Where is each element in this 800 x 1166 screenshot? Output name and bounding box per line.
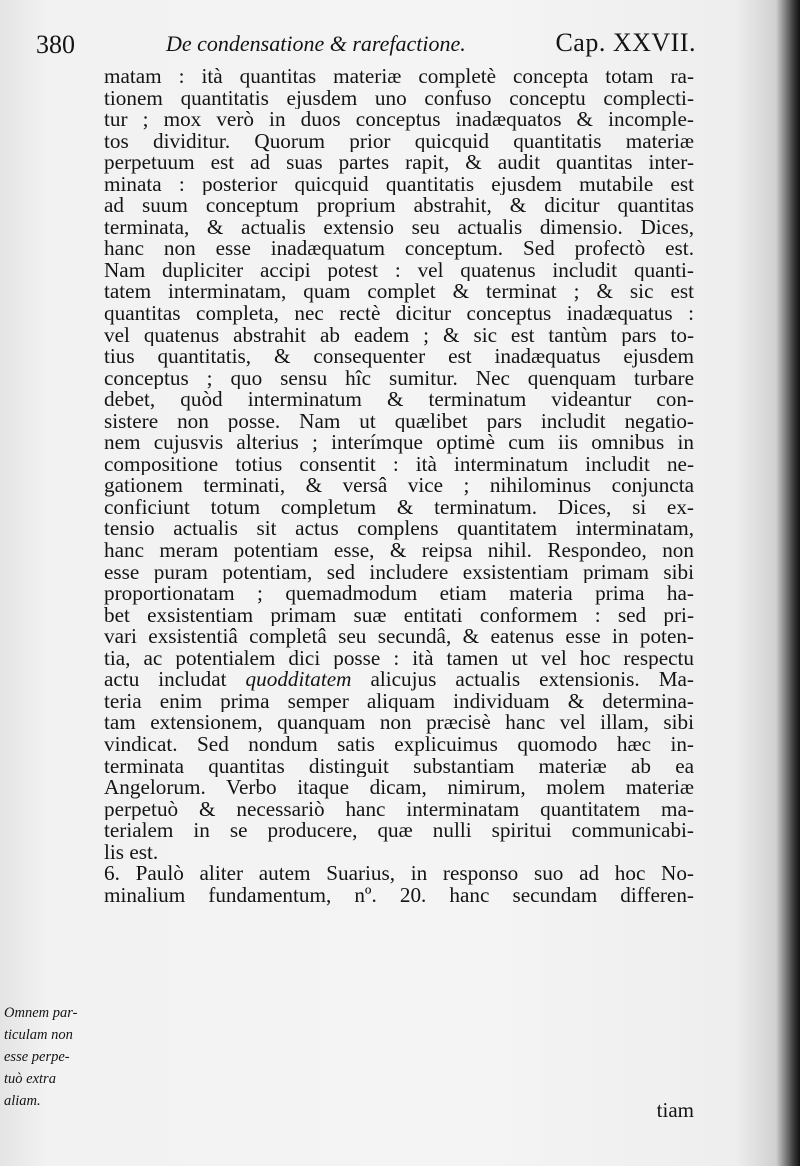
text-line: tionem quantitatis ejusdem uno confuso conceptu complecti- [104,87,694,110]
text-line: minalium fundamentum, nº. 20. hanc secundam differen- [104,884,694,907]
text-line: esse puram potentiam, sed includere exsistentiam primam sibi [104,561,694,584]
catchword: tiam [656,1098,694,1122]
text-line: matam : ità quantitas materiæ completè concepta totam ra- [104,66,694,88]
text-line: lis est. [104,841,159,864]
text-line: hanc meram potentiam esse, & reipsa nihil. Respondeo, non [104,540,694,562]
body-text [104,66,694,906]
margin-note-line: esse perpe- [4,1049,70,1065]
text-line: conficiunt totum completum & terminatum. Dices, si ex- [104,496,694,519]
text-line: Nam dupliciter accipi potest : vel quatenus includit quanti- [104,259,694,282]
page-number: 380 [36,30,75,59]
running-title: De condensatione & rarefactione. [166,31,466,56]
text-line: teria enim prima semper aliquam individuam & determina- [104,690,694,713]
text-line: nem cujusvis alterius ; interímque optimè cum iis omnibus in [104,432,694,454]
chapter-label: Cap. XXVII. [555,28,696,57]
margin-note [4,1002,96,1112]
text-line: sistere non posse. Nam ut quælibet pars includit negatio- [104,410,694,433]
text-line: compositione totius consentit : ità interminatum includit ne- [104,453,694,476]
margin-note-line: aliam. [4,1093,41,1109]
text-line: terialem in se producere, quæ nulli spiritui communicabi- [104,820,694,842]
text-line: tius quantitatis, & consequenter est inadæquatus ejusdem [104,346,694,368]
text-line: vari exsistentiâ completâ seu secundâ, & eatenus esse in poten- [104,626,694,648]
page-header [36,28,696,64]
text-line: tam extensionem, quanquam non præcisè hanc vel illam, sibi [104,712,694,734]
text-line: Angelorum. Verbo itaque dicam, nimirum, molem materiæ [104,777,694,799]
text-line: quantitas completa, nec rectè dicitur conceptus inadæquatus : [104,303,694,325]
text-line: tia, ac potentialem dici posse : ità tamen ut vel hoc respectu [104,647,694,670]
text-line: minata : posterior quicquid quantitatis ejusdem mutabile est [104,173,694,196]
text-line: bet exsistentiam primam suæ entitati conformem : sed pri- [104,604,694,627]
margin-note-line: tuò extra [4,1071,56,1087]
text-line: perpetuum est ad suas partes rapit, & audit quantitas inter- [104,152,694,174]
text-line: hanc non esse inadæquatum conceptum. Sed profectò est. [104,238,694,260]
text-line: vel quatenus abstrahit ab eadem ; & sic est tantùm pars to- [104,324,694,347]
text-line: proportionatam ; quemadmodum etiam materia prima ha- [104,583,694,605]
text-line: terminata, & actualis extensio seu actualis dimensio. Dices, [104,216,694,239]
text-line: vindicat. Sed nondum satis explicuimus quomodo hæc in- [104,733,694,756]
text-line: conceptus ; quo sensu hîc sumitur. Nec quenquam turbare [104,367,694,390]
text-line: actu includat quodditatem alicujus actualis extensionis. Ma- [104,669,694,691]
text-line: tensio actualis sit actus complens quantitatem interminatam, [104,518,694,541]
text-line: 6. Paulò aliter autem Suarius, in responso suo ad hoc No- [104,863,694,885]
text-line: debet, quòd interminatum & terminatum videantur con- [104,389,694,411]
margin-note-line: ticulam non [4,1027,73,1043]
text-line: tatem interminatam, quam complet & terminat ; & sic est [104,281,694,304]
text-line: ad suum conceptum proprium abstrahit, & dicitur quantitas [104,195,694,217]
text-line: gationem terminati, & versâ vice ; nihilominus conjuncta [104,475,694,497]
text-line: terminata quantitas distinguit substantiam materiæ ab ea [104,755,694,778]
text-line: tur ; mox verò in duos conceptus inadæquatos & incomple- [104,109,694,131]
margin-note-line: Omnem par- [4,1005,78,1021]
text-line: perpetuò & necessariò hanc interminatam quantitatem ma- [104,798,694,821]
text-line: tos dividitur. Quorum prior quicquid quantitatis materiæ [104,130,694,153]
